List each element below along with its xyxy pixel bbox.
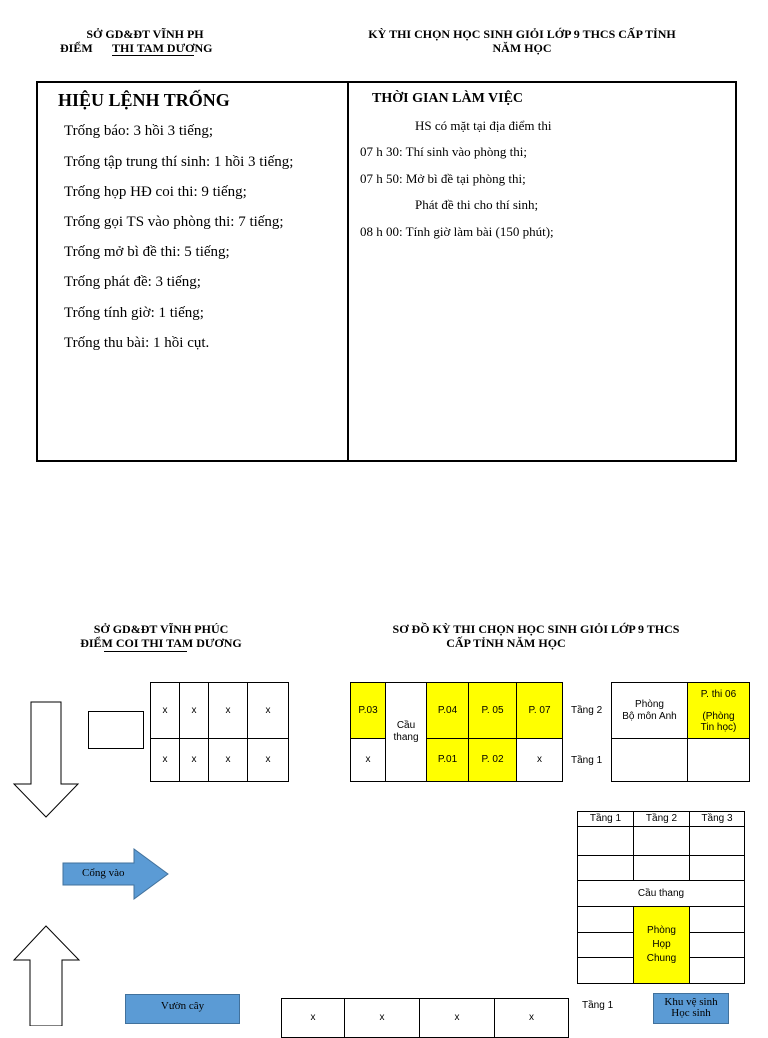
english-room: Phòng Bộ môn Anh <box>611 682 688 739</box>
garden-box: Vườn cây <box>125 994 240 1024</box>
schedule-line-2: 07 h 30: Thí sinh vào phòng thi; <box>360 144 527 159</box>
room-p07: P. 07 <box>516 682 563 739</box>
left-room-r2c1: x <box>150 738 180 782</box>
left-room-r1c3: x <box>208 682 248 739</box>
right-room-floor1a <box>611 738 688 782</box>
bottom-room-3: x <box>419 998 495 1038</box>
gate-label: Cổng vào <box>82 867 125 879</box>
drum-item-2: Trống tập trung thí sinh: 1 hồi 3 tiếng; <box>64 154 294 170</box>
bottom-map-line2: CẤP TỈNH NĂM HỌC <box>446 636 566 650</box>
left-room-r1c1: x <box>150 682 180 739</box>
stairs-main: Cầu thang <box>385 682 427 782</box>
schedule-line-4: Phát đề thi cho thí sinh; <box>415 197 539 212</box>
room-x-floor1b: x <box>516 738 563 782</box>
drum-title: HIỆU LỆNH TRỐNG <box>58 90 230 110</box>
room-p01: P.01 <box>426 738 469 782</box>
drum-item-6: Trống phát đề: 3 tiếng; <box>64 274 201 290</box>
room-p03: P.03 <box>350 682 386 739</box>
top-exam-line2: NĂM HỌC <box>492 41 552 55</box>
bottom-map-line1: SƠ ĐỒ KỲ THI CHỌN HỌC SINH GIỎI LỚP 9 THCS <box>392 622 680 636</box>
bottom-dept-line2: ĐIỂM COI THI TAM DƯƠNG <box>80 636 242 650</box>
meeting-r4c3 <box>689 932 745 958</box>
meeting-r1c3 <box>689 826 745 856</box>
top-exam-line1: KỲ THI CHỌN HỌC SINH GIỎI LỚP 9 THCS CẤP TỈNH <box>368 27 676 41</box>
left-room-r1c2: x <box>179 682 209 739</box>
bottom-room-1: x <box>281 998 345 1038</box>
drum-item-8: Trống thu bài: 1 hồi cụt. <box>64 335 210 351</box>
schedule-line-5: 08 h 00: Tính giờ làm bài (150 phút); <box>360 224 554 239</box>
bottom-room-4: x <box>494 998 569 1038</box>
col-floor3: Tầng 3 <box>689 811 745 827</box>
drum-item-1: Trống báo: 3 hồi 3 tiếng; <box>64 123 214 139</box>
room-06-computer: P. thi 06 (Phòng Tin học) <box>687 682 750 739</box>
up-arrow-icon <box>12 924 82 1026</box>
room-p02: P. 02 <box>468 738 517 782</box>
meeting-r2c2 <box>633 855 690 881</box>
drum-item-4: Trống gọi TS vào phòng thi: 7 tiếng; <box>64 214 284 230</box>
top-dept-line1: SỞ GD&ĐT VĨNH PH <box>86 27 204 41</box>
meeting-r4c1 <box>577 932 634 958</box>
left-room-r2c3: x <box>208 738 248 782</box>
meeting-r2c1 <box>577 855 634 881</box>
room-x-floor1: x <box>350 738 386 782</box>
meeting-r2c3 <box>689 855 745 881</box>
col-floor1: Tầng 1 <box>577 811 634 827</box>
meeting-room: Phòng Họp Chung <box>633 906 690 984</box>
right-room-floor1b <box>687 738 750 782</box>
drum-item-5: Trống mở bì đề thi: 5 tiếng; <box>64 244 230 260</box>
drum-item-7: Trống tính giờ: 1 tiếng; <box>64 305 204 321</box>
room-p04: P.04 <box>426 682 469 739</box>
down-arrow-icon <box>12 700 80 820</box>
meeting-r1c1 <box>577 826 634 856</box>
stairs-meeting: Cầu thang <box>577 880 745 907</box>
meeting-r1c2 <box>633 826 690 856</box>
info-box-divider <box>347 81 349 462</box>
schedule-line-1: HS có mặt tại địa điểm thi <box>415 118 552 133</box>
top-dept-line2a: ĐIỂM <box>60 41 93 55</box>
toilet-box: Khu vệ sinh Học sinh <box>653 993 729 1024</box>
col-floor2: Tầng 2 <box>633 811 690 827</box>
room-p05: P. 05 <box>468 682 517 739</box>
meeting-r3c3 <box>689 906 745 933</box>
left-room-r2c4: x <box>247 738 289 782</box>
meeting-r5c3 <box>689 957 745 984</box>
bottom-floor1-label: Tầng 1 <box>582 1000 614 1011</box>
meeting-r5c1 <box>577 957 634 984</box>
left-room-r1c4: x <box>247 682 289 739</box>
floor1-label: Tầng 1 <box>571 755 603 766</box>
top-dept-line2b: THI TAM DƯƠNG <box>112 41 213 55</box>
floor2-label: Tầng 2 <box>571 705 603 716</box>
schedule-title: THỜI GIAN LÀM VIỆC <box>372 91 524 106</box>
bottom-dept-underline <box>104 651 187 652</box>
guard-box <box>88 711 144 749</box>
meeting-r3c1 <box>577 906 634 933</box>
left-room-r2c2: x <box>179 738 209 782</box>
bottom-dept-line1: SỞ GD&ĐT VĨNH PHÚC <box>93 622 229 636</box>
schedule-line-3: 07 h 50: Mở bì đề tại phòng thi; <box>360 171 526 186</box>
drum-item-3: Trống họp HĐ coi thi: 9 tiếng; <box>64 184 247 200</box>
bottom-room-2: x <box>344 998 420 1038</box>
